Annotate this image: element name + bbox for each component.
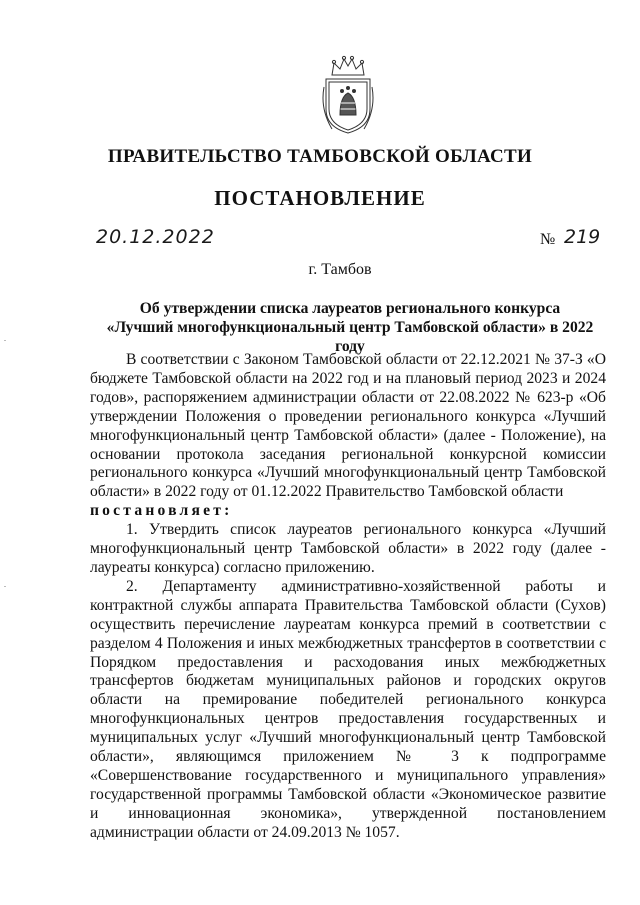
number-label: № <box>540 231 556 248</box>
document-type: ПОСТАНОВЛЕНИЕ <box>214 186 426 210</box>
margin-mark <box>4 340 6 341</box>
intro-text: В соответствии с Законом Тамбовской области от 22.12.2021 № 37-З «О бюджете Тамбовской области на 2022 год и на плановый период 2023 и 2024 годов», распоряжением администрации области от 22.08.2022 № 623-р «Об утверждении Положения о проведении регионального конкурса «Лучший многофункциональный центр Тамбовской области» (далее - Положение), на основании протокола заседания региональной конкурсной комиссии регионального конкурса «Лучший многофункциональный центр Тамбовской области» в 2022 году от 01.12.2022 Правительство Тамбовской области <box>90 351 606 501</box>
document-date: 20.12.2022 <box>96 226 215 248</box>
title-line-2: «Лучший многофункциональный центр Тамбовской области» в 2022 году <box>106 319 594 355</box>
document-title <box>90 299 610 356</box>
intro-paragraph <box>90 351 606 521</box>
item-1: 1. Утвердить список лауреатов регионального конкурса «Лучший многофункциональный центр Тамбовской области» в 2022 году (далее - лауреаты конкурса) согласно приложению. <box>90 521 606 576</box>
government-name: ПРАВИТЕЛЬСТВО ТАМБОВСКОЙ ОБЛАСТИ <box>107 146 533 167</box>
city: г. Тамбов <box>308 261 372 278</box>
document-number: 219 <box>564 226 601 248</box>
item-2: 2. Департаменту административно-хозяйственной работы и контрактной службы аппарата Правительства Тамбовской области (Сухов) осуществить перечисление лауреатам конкурса премий в соответствии с разделом 4 Положения и иных межбюджетных трансфертов в соответствии с Порядком предоставления и расходования иных межбюджетных трансфертов бюджетам муниципальных районов и городских округов области на премирование победителей регионального конкурса многофункциональных центров предоставления государственных и муниципальных услуг «Лучший многофункциональный центр Тамбовской области», являющимся приложением № 3 к подпрограмме «Совершенствование государственного и муниципального управления» государственной программы Тамбовской области «Экономическое развитие и инновационная экономика», утвержденной постановлением администрации области от 24.09.2013 № 1057. <box>90 577 606 841</box>
title-line-1: Об утверждении списка лауреатов регионального конкурса <box>139 300 561 317</box>
decree-word: постановляет: <box>90 502 233 520</box>
margin-mark <box>4 586 6 587</box>
document-body <box>90 351 606 843</box>
tambov-coat-of-arms-icon <box>318 53 378 137</box>
